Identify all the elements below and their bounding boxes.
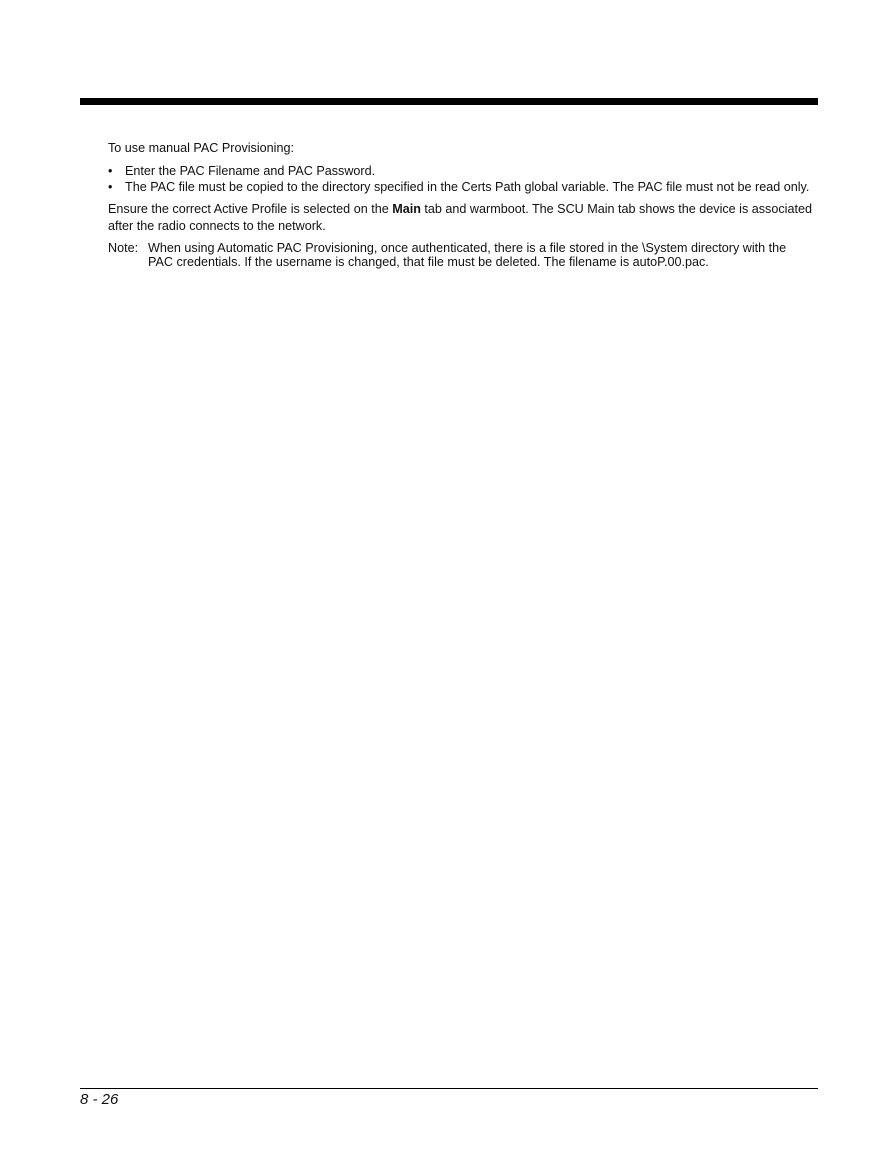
note-label: Note: bbox=[108, 241, 139, 255]
list-item-text: Enter the PAC Filename and PAC Password. bbox=[125, 164, 376, 178]
intro-text: To use manual PAC Provisioning: bbox=[108, 141, 294, 155]
footer-rule bbox=[80, 1088, 818, 1089]
bullet-icon: • bbox=[108, 180, 113, 194]
header-rule bbox=[80, 98, 818, 105]
list-item bbox=[108, 164, 814, 179]
bullet-icon: • bbox=[108, 164, 113, 178]
note-text: When using Automatic PAC Provisioning, once authenticated, there is a file stored in the \System directory with the PAC credentials. If the username is changed, that file must be deleted. The filename is autoP.00.pac. bbox=[148, 241, 787, 269]
list-item-text: The PAC file must be copied to the directory specified in the Certs Path global variable. The PAC file must not be read only. bbox=[125, 180, 810, 194]
active-profile-paragraph bbox=[108, 201, 814, 235]
list-item bbox=[108, 180, 814, 195]
bullet-list bbox=[108, 164, 814, 195]
paragraph-text-before: Ensure the correct Active Profile is selected on the bbox=[108, 202, 393, 216]
page-content bbox=[108, 141, 814, 269]
paragraph-text-after: tab and warmboot. The SCU Main tab shows the device is associated after the radio connects to the network. bbox=[108, 202, 812, 233]
note-block bbox=[108, 241, 814, 269]
page-number: 8 - 26 bbox=[80, 1091, 119, 1108]
main-tab-emphasis: Main bbox=[392, 202, 421, 216]
